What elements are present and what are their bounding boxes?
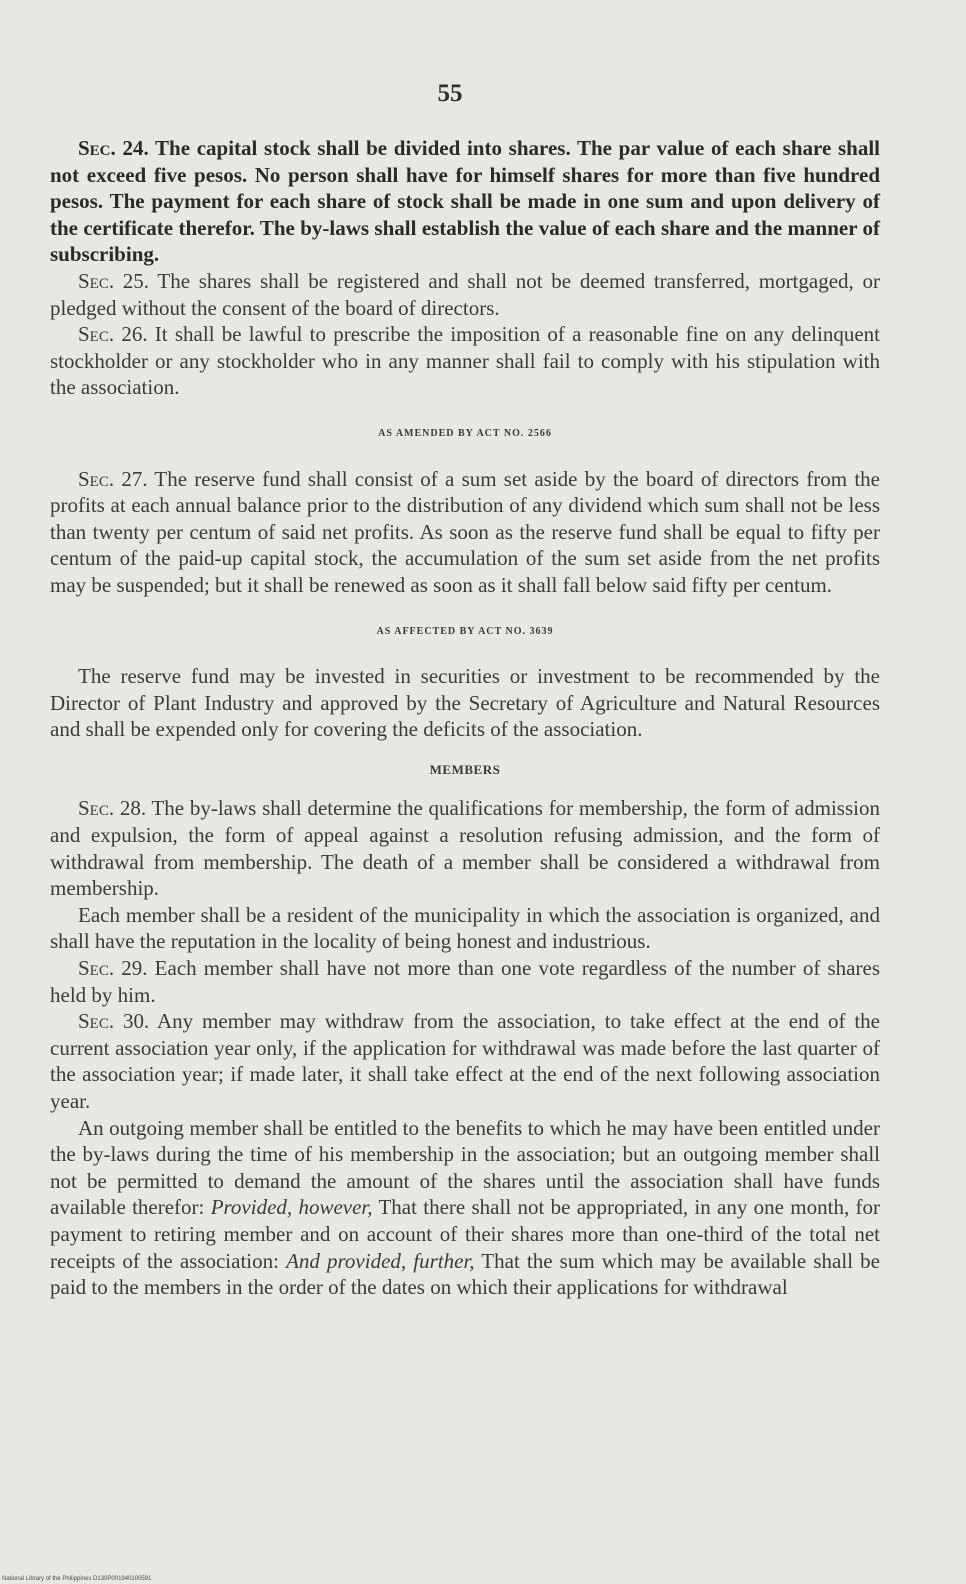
paragraph-residency: Each member shall be a resident of the municipality in which the association is organized, and shall have the reputation in the locality of being honest and industrious. (50, 902, 880, 954)
section-label: Sec. 29. (78, 956, 148, 981)
paragraph-sec-29 (50, 955, 880, 1008)
document-body (50, 135, 880, 1301)
paragraph-sec-26 (50, 321, 880, 401)
amendment-heading: AS AMENDED BY ACT NO. 2566 (378, 427, 552, 439)
scan-footer: National Library of the Philippines D130P001940100591 (2, 1576, 152, 1582)
proviso-italic: And provided, further, (286, 1248, 475, 1273)
paragraph-text: The reserve fund shall consist of a sum set aside by the board of directors from the profits at each annual balance prior to the distribution of any dividend which sum shall not be less than twenty per centum of said net profits. As soon as the reserve fund shall be equal to fifty per centum of the paid-up capital stock, the accumulation of the sum set aside from the net profits may be suspended; but it shall be renewed as soon as it shall fall below said fifty per centum. (50, 466, 880, 597)
affected-heading: AS AFFECTED BY ACT NO. 3639 (376, 625, 554, 637)
paragraph-sec-27 (50, 466, 880, 599)
paragraph-text: The shares shall be registered and shall not be deemed transferred, mortgaged, or pledged without the consent of the board of directors. (50, 268, 880, 320)
paragraph-text: The capital stock shall be divided into shares. The par value of each share shall not exceed five pesos. No person shall have for himself shares for more than five hundred pesos. The payment for each share of stock shall be made in one sum and upon delivery of the certificate therefor. The by-laws shall establish the value of each share and the manner of subscribing. (50, 136, 880, 267)
section-label: Sec. 27. (78, 466, 148, 491)
paragraph-text: That there shall not be appropriated, in any one month, for payment to retiring member and on account of their shares more than one-third of the total net receipts of the association: (50, 1195, 881, 1273)
section-label: Sec. 28. (78, 796, 147, 821)
section-label: Sec. 30. (78, 1009, 150, 1034)
members-heading: MEMBERS (429, 761, 501, 777)
page-number: 55 (437, 80, 463, 107)
section-label: Sec. 25. (78, 268, 150, 293)
paragraph-text: Any member may withdraw from the association, to take effect at the end of the current association year only, if the application for withdrawal was made before the last quarter of the association year; if made later, it shall take effect at the end of the next following association year. (50, 1009, 880, 1113)
proviso-italic: Provided, however, (210, 1195, 373, 1220)
paragraph-sec-24 (50, 135, 880, 268)
paragraph-text: That the sum which may be available shall be paid to the members in the order of the dates on which their applications for withdrawal (50, 1248, 880, 1300)
paragraph-sec-30 (50, 1008, 880, 1114)
section-label: Sec. 26. (78, 322, 148, 347)
paragraph-text: An outgoing member shall be entitled to the benefits to which he may have been entitled under the by-laws during the time of his membership in the association; but an outgoing member shall not be permitted to demand the amount of the shares until the association shall have funds available therefor: (50, 1115, 880, 1220)
paragraph-sec-28 (50, 795, 880, 901)
paragraph-sec-25 (50, 268, 880, 321)
paragraph-outgoing-member (50, 1115, 880, 1301)
paragraph-text: The by-laws shall determine the qualifications for membership, the form of admission and expulsion, the form of appeal against a resolution refusing admission, and the form of withdrawal from membership. The death of a member shall be considered a withdrawal from membership. (50, 796, 880, 901)
section-label: Sec. 24. (78, 136, 149, 160)
paragraph-text: It shall be lawful to prescribe the imposition of a reasonable fine on any delinquent stockholder or any stockholder who in any manner shall fail to comply with his stipulation with the association. (50, 322, 880, 400)
paragraph-text: Each member shall have not more than one vote regardless of the number of shares held by him. (50, 956, 880, 1007)
paragraph-reserve-fund: The reserve fund may be invested in securities or investment to be recommended by the Director of Plant Industry and approved by the Secretary of Agriculture and Natural Resources and shall be expended only for covering the deficits of the association. (50, 664, 880, 742)
